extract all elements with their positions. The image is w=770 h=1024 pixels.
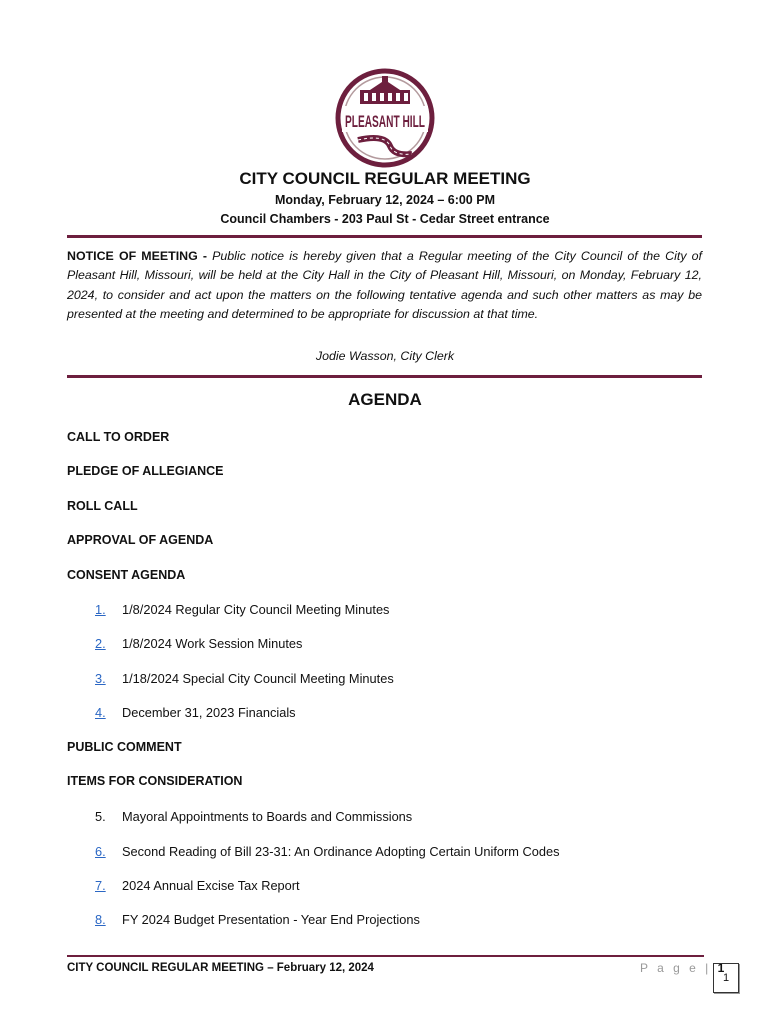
footer-page-indicator [640,961,724,975]
item-text: 1/18/2024 Special City Council Meeting Minutes [122,671,394,686]
item-text: 1/8/2024 Work Session Minutes [122,636,303,651]
item-link[interactable]: 4. [95,705,106,720]
item-link[interactable]: 7. [95,878,106,893]
section-items-for-consideration: ITEMS FOR CONSIDERATION [67,774,243,788]
section-pledge: PLEDGE OF ALLEGIANCE [67,464,224,478]
section-call-to-order: CALL TO ORDER [67,430,170,444]
meeting-datetime: Monday, February 12, 2024 – 6:00 PM [274,193,495,207]
section-public-comment: PUBLIC COMMENT [67,740,182,754]
item-text: Second Reading of Bill 23-31: An Ordinance Adopting Certain Uniform Codes [122,844,560,859]
item-link[interactable]: 6. [95,844,106,859]
section-consent: CONSENT AGENDA [67,568,186,582]
page-number-badge: 1 [713,963,739,993]
divider [67,235,702,238]
item-link[interactable]: 2. [95,636,106,651]
agenda-item [95,602,389,617]
item-link[interactable]: 1. [95,602,106,617]
notice-text: Public notice is hereby given that a Regular meeting of the City Council of the City of Pleasant Hill, Missouri, will be held at the City Hall in the City of Pleasant Hill, Missouri, on Monday, February 12, 2024, to consider and act upon the matters on the following tentative agenda and such other matters as may be presented at the meeting and determined to be appropriate for discussion at that time. [67,249,702,321]
item-text: 2024 Annual Excise Tax Report [122,878,300,893]
meeting-notice [67,247,702,324]
agenda-item [95,844,560,859]
item-text: 1/8/2024 Regular City Council Meeting Minutes [122,602,390,617]
agenda-item [95,878,300,893]
section-approval: APPROVAL OF AGENDA [67,533,214,547]
divider [67,375,702,378]
page-title: CITY COUNCIL REGULAR MEETING [239,169,531,188]
agenda-item [95,809,412,824]
agenda-heading: AGENDA [348,390,422,409]
item-text: December 31, 2023 Financials [122,705,296,720]
agenda-item [95,912,420,927]
clerk-signature: Jodie Wasson, City Clerk [315,349,455,363]
meeting-location: Council Chambers - 203 Paul St - Cedar Street entrance [220,212,550,226]
page-label: P a g e | [640,961,712,975]
agenda-item [95,636,302,651]
item-link[interactable]: 3. [95,671,106,686]
pleasant-hill-logo [330,68,440,168]
item-text: Mayoral Appointments to Boards and Commissions [122,809,413,824]
item-number: 5. [95,809,106,824]
item-link[interactable]: 8. [95,912,106,927]
section-roll-call: ROLL CALL [67,499,138,513]
footer-title: CITY COUNCIL REGULAR MEETING – February 12, 2024 [67,962,374,974]
agenda-item [95,671,394,686]
agenda-item [95,705,296,720]
page-number: 1 [717,961,725,975]
logo-text: PLEASANT HILL [345,112,425,131]
notice-label: NOTICE OF MEETING - [67,249,213,263]
item-text: FY 2024 Budget Presentation - Year End Projections [122,912,420,927]
footer-divider [67,955,704,957]
